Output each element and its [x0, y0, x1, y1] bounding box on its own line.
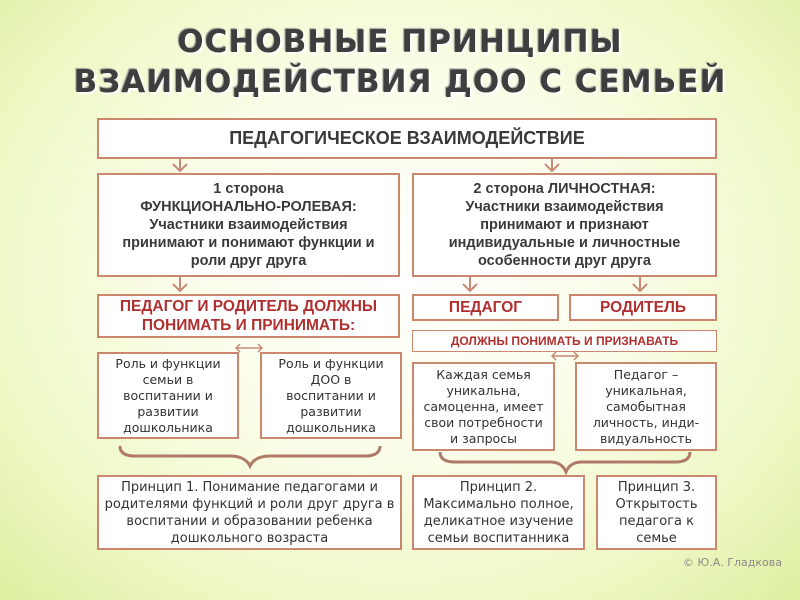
must-recognize-label: ДОЛЖНЫ ПОНИМАТЬ И ПРИЗНАВАТЬ [450, 334, 679, 348]
double-arrow-left [236, 344, 262, 352]
teacher-unique-box [575, 362, 717, 451]
side-one-line: Участники взаимодействия [149, 217, 348, 233]
principle-1-line: родителями функций и роли друг друга в [104, 496, 395, 512]
side-one-line: ФУНКЦИОНАЛЬНО-РОЛЕВАЯ: [140, 199, 357, 215]
teacher-unique-line: Педагог – [613, 366, 679, 382]
role-doo-line: дошкольника [286, 419, 376, 435]
principle-1-line: дошкольного возраста [170, 530, 329, 546]
principle-3-line: Открытость [615, 496, 698, 512]
principle-3-line: Принцип 3. [617, 479, 696, 495]
side-one-line: принимают и понимают функции и [122, 235, 375, 251]
must-understand-line: ПЕДАГОГ И РОДИТЕЛЬ ДОЛЖНЫ [119, 298, 378, 315]
role-family-line: воспитании и [123, 387, 213, 403]
principle-2-line: деликатное изучение [423, 513, 574, 529]
principle-3-line: семье [636, 530, 677, 546]
principle-1-line: Принцип 1. Понимание педагогами и [121, 479, 378, 495]
teacher-unique-line: уникальная, [605, 382, 687, 398]
principle-3-box [596, 475, 717, 550]
principle-3-line: педагога к [618, 513, 695, 529]
must-recognize-box [412, 330, 717, 352]
pedagogical-interaction-box [97, 118, 717, 159]
principle-2-line: Максимально полное, [423, 496, 574, 512]
side-one-line: роли друг друга [190, 253, 307, 269]
teacher-box [412, 294, 559, 321]
must-understand-line: ПОНИМАТЬ И ПРИНИМАТЬ: [141, 317, 356, 334]
side-two-line: индивидуальные и личностные [448, 235, 681, 251]
principle-1-box [97, 475, 402, 550]
principle-1-line: воспитании и образовании ребенка [126, 513, 373, 529]
title-line-1: ОСНОВНЫЕ ПРИНЦИПЫ [177, 24, 623, 60]
teacher-unique-line: самобытная [606, 398, 686, 414]
teacher-unique-line: личность, инди- [592, 414, 700, 430]
side-one-box [97, 173, 400, 277]
role-doo-line: развитии [300, 403, 362, 419]
side-two-line: особенности друг друга [478, 253, 651, 269]
parent-box [569, 294, 717, 321]
family-unique-line: уникальна, [446, 382, 521, 398]
role-family-line: Роль и функции [115, 355, 221, 371]
teacher-label: ПЕДАГОГ [448, 299, 523, 316]
family-unique-line: Каждая семья [436, 366, 531, 382]
must-understand-box [97, 294, 400, 338]
role-family-line: дошкольника [123, 419, 213, 435]
side-two-box [412, 173, 717, 277]
role-family-line: семьи в [142, 371, 194, 387]
pedagogical-interaction-label: ПЕДАГОГИЧЕСКОЕ ВЗАИМОДЕЙСТВИЕ [229, 128, 585, 148]
role-doo-line: Роль и функции [278, 355, 384, 371]
role-family-box [97, 352, 239, 439]
side-one-line: 1 сторона [213, 181, 284, 197]
side-two-line: принимают и признают [480, 217, 649, 233]
parent-label: РОДИТЕЛЬ [600, 299, 686, 316]
principle-2-line: Принцип 2. [459, 479, 538, 495]
side-two-line: 2 сторона ЛИЧНОСТНАЯ: [473, 181, 656, 197]
role-doo-line: ДОО в [310, 371, 352, 387]
principle-2-box [412, 475, 585, 550]
brace-right [440, 452, 690, 472]
title-line-2: ВЗАИМОДЕЙСТВИЯ ДОО С СЕМЬЕЙ [73, 64, 727, 100]
family-unique-line: и запросы [450, 430, 517, 446]
side-two-line: Участники взаимодействия [465, 199, 664, 215]
family-unique-box [412, 362, 555, 451]
role-family-line: развитии [137, 403, 199, 419]
family-unique-line: самоценна, имеет [423, 398, 544, 414]
teacher-unique-line: видуальность [600, 430, 692, 446]
family-unique-line: свои потребности [424, 414, 543, 430]
principle-2-line: семьи воспитанника [427, 530, 570, 546]
double-arrow-right [552, 352, 578, 360]
role-doo-box [260, 352, 402, 439]
role-doo-line: воспитании и [286, 387, 376, 403]
brace-left [120, 446, 380, 466]
copyright-note: © Ю.А. Гладкова [682, 556, 782, 569]
